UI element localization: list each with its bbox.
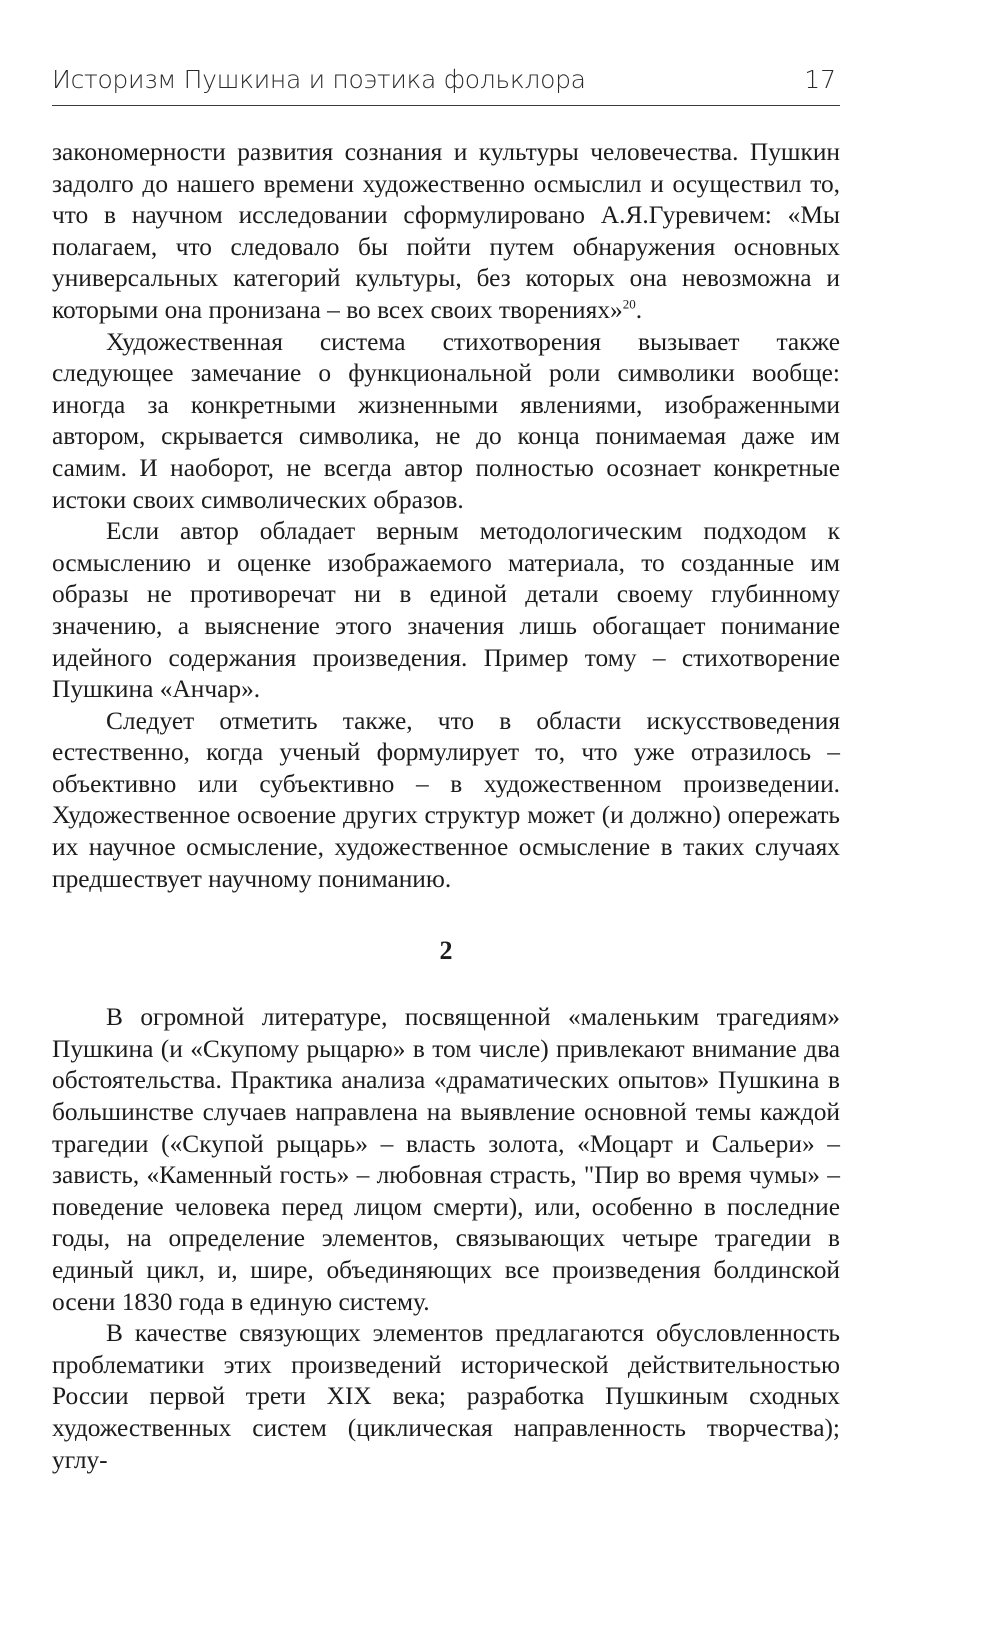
paragraph-5: В огромной литературе, посвященной «маленьким трагедиям» Пушкина (и «Скупому рыцарю» в том числе) привлекают внимание два обстоятельства. Практика анализа «драматических опытов» Пушкина в большинстве случаев направлена на выявление основной темы каждой трагедии («Скупой рыцарь» – власть золота, «Моцарт и Сальери» – зависть, «Каменный гость» – любовная страсть, "Пир во время чумы» – поведение человека перед лицом смерти), или, особенно в последние годы, на определение элементов, связывающих четыре трагедии в единый цикл, и, шире, объединяющих все произведения болдинской осени 1830 года в единую систему. <box>52 1003 840 1316</box>
paragraph-1-text: закономерности развития сознания и культуры человечества. Пушкин задолго до нашего времени художественно осмыслил и осуществил то, что в научном исследовании сформулировано А.Я.Гуревичем: «Мы полагаем, что следовало бы пойти путем обнаружения основных универсальных категорий культуры, без которых она невозможна и которыми она пронизана – во всех своих творениях» <box>52 138 840 324</box>
section-number: 2 <box>439 936 453 966</box>
footnote-ref[interactable]: 20 <box>622 296 636 312</box>
page-number: 17 <box>804 65 836 94</box>
body-text <box>52 137 840 1476</box>
paragraph-3: Если автор обладает верным методологическим подходом к осмыслению и оценке изображаемого материала, то созданные им образы не противоречат ни в единой детали своему глубинному значению, а выяснение этого значения лишь обогащает понимание идейного содержания произведения. Пример тому – стихотворение Пушкина «Анчар». <box>52 517 840 704</box>
paragraph-1 <box>52 137 840 327</box>
paragraph-2: Художественная система стихотворения вызывает также следующее замечание о функциональной роли символики вообще: иногда за конкретными жизненными явлениями, изображенными автором, скрывается символика, не до конца понимаемая даже им самим. И наоборот, не всегда автор полностью осознает конкретные истоки своих символических образов. <box>52 327 840 514</box>
running-head <box>52 63 840 106</box>
running-title: Историзм Пушкина и поэтика фольклора <box>52 65 586 94</box>
paragraph-1-end: . <box>635 295 643 324</box>
paragraph-6: В качестве связующих элементов предлагаются обусловленность проблематики этих произведений исторической действительностью России первой трети XIX века; разработка Пушкиным сходных художественных систем (циклическая направленность творчества); углу- <box>52 1319 840 1474</box>
paragraph-4: Следует отметить также, что в области искусствоведения естественно, когда ученый формулирует то, что уже отразилось – объективно или субъективно – в художественном произведении. Художественное освоение других структур может (и должно) опережать их научное осмысление, художественное осмысление в таких случаях предшествует научному пониманию. <box>52 706 840 893</box>
